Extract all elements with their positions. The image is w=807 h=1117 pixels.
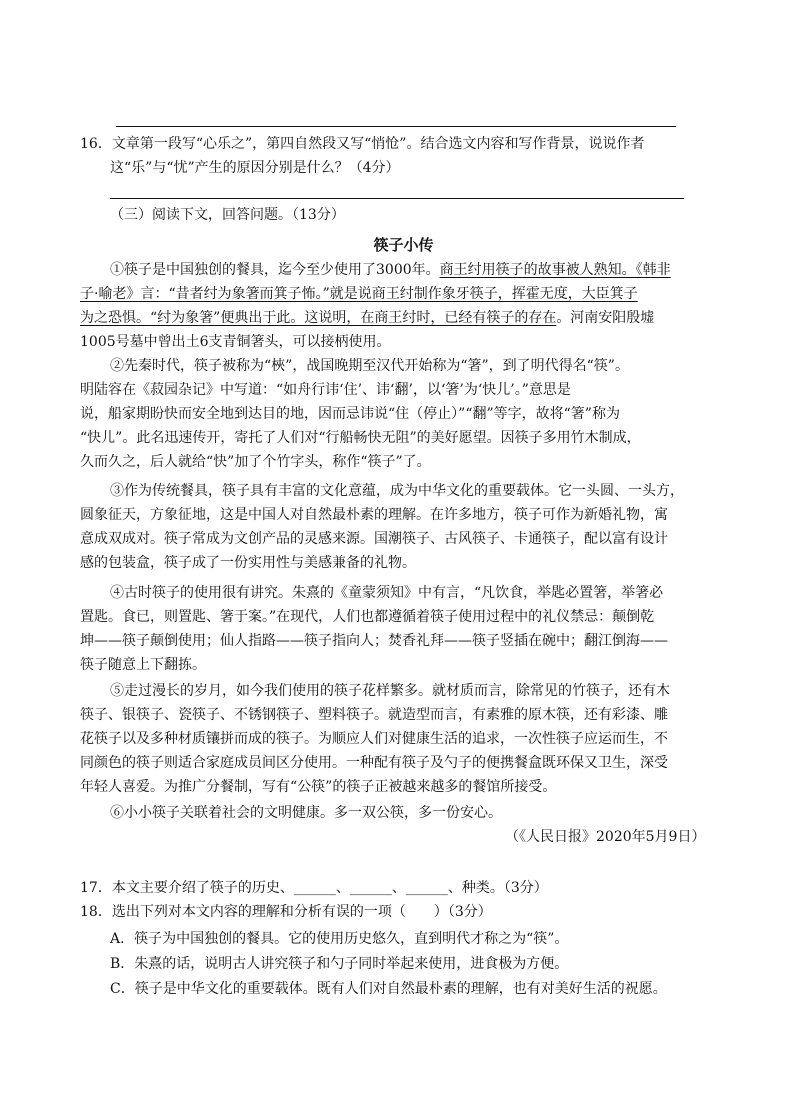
paragraph-2-line-1: ②先秦时代，筷子被称为“梜”，战国晚期至汉代开始称为“箸”，到了明代得名“筷”。 <box>110 358 629 374</box>
article-title: 筷子小传 <box>373 236 434 254</box>
underlined-sentence: 为之恐惧。“纣为象箸”便典出于此。这说明，在商王纣时，已经有筷子的存在 <box>80 310 557 326</box>
question-18-option-a: A．筷子为中国独创的餐具。它的使用历史悠久，直到明代才称之为“筷”。 <box>110 931 569 947</box>
answer-line-top <box>116 126 676 127</box>
paragraph-3-line-2: 圆象征天，方象征地，这是中国人对自然最朴素的理解。在许多地方，筷子可作为新婚礼物，寓 <box>80 507 668 523</box>
paragraph-5-line-5: 年轻人喜爱。为推广分餐制，写有“公筷”的筷子正被越来越多的餐馆所接受。 <box>80 779 557 795</box>
question-16-line-1: 16．文章第一段写“心乐之”，第四自然段又写“悄怆”。结合选文内容和写作背景，说说作者 <box>80 136 645 152</box>
paragraph-2-line-3: 说，船家期盼快而安全地到达目的地，因而忌讳说“住（停止）”“翻”等字，故将“箸”称为 <box>80 406 620 422</box>
paragraph-4-line-4: 筷子随意上下翻拣。 <box>80 657 206 673</box>
paragraph-2-line-5: 久而久之，后人就给“快”加了个竹字头，称作“筷子”了。 <box>80 454 431 470</box>
paragraph-3-line-4: 感的包装盒，筷子成了一份实用性与美感兼备的礼物。 <box>80 555 416 571</box>
paragraph-1-text: 。河南安阳殷墟 <box>556 310 655 326</box>
paragraph-2-line-4: “快儿”。此名迅速传开，寄托了人们对“行船畅快无阻”的美好愿望。因筷子多用竹木制成， <box>80 430 641 446</box>
paragraph-2-line-2: 明陆容在《菽园杂记》中写道：“如舟行讳‘住’、讳‘翻’，以‘箸’为‘快儿’。”意思是 <box>80 382 571 398</box>
paragraph-3-line-1: ③作为传统餐具，筷子具有丰富的文化意蕴，成为中华文化的重要载体。它一头圆、一头方， <box>110 483 684 499</box>
paragraph-1-line-3 <box>80 307 654 329</box>
question-18-stem: 18．选出下列对本文内容的理解和分析有误的一项（ ）（3分） <box>80 904 492 920</box>
paragraph-1-line-1 <box>110 259 671 281</box>
article-source: （《人民日报》2020年5月9日） <box>505 829 706 845</box>
question-18-option-b: B．朱熹的话，说明古人讲究筷子和勺子同时举起来使用，进食极为方便。 <box>110 956 569 972</box>
paragraph-4-line-3: 坤——筷子颠倒使用；仙人指路——筷子指向人；焚香礼拜——筷子竖插在碗中；翻江倒海—— <box>80 633 668 649</box>
paragraph-5-line-2: 筷子、银筷子、瓷筷子、不锈钢筷子、塑料筷子。就造型而言，有素雅的原木筷，还有彩漆、雕 <box>80 707 668 723</box>
paragraph-1-line-2: 子·喻老》言：“昔者纣为象箸而箕子怖。”就是说商王纣制作象牙筷子，挥霍无度，大臣箕子 <box>80 286 638 302</box>
paragraph-4-line-1: ④古时筷子的使用很有讲究。朱熹的《童蒙须知》中有言，“凡饮食，举匙必置箸，举箸必 <box>110 585 664 601</box>
question-16-line-2: 这“乐”与“忧”产生的原因分别是什么？（4分） <box>110 160 400 176</box>
paragraph-5-line-1: ⑤走过漫长的岁月，如今我们使用的筷子花样繁多。就材质而言，除常见的竹筷子，还有木 <box>110 683 670 699</box>
question-18-option-c: C．筷子是中华文化的重要载体。既有人们对自然最朴素的理解，也有对美好生活的祝愿。 <box>110 981 667 997</box>
section-3-heading: （三）阅读下文，回答问题。（13分） <box>110 207 345 223</box>
question-17: 17．本文主要介绍了筷子的历史、______、______、______、种类。（3分） <box>80 880 548 896</box>
paragraph-3-line-3: 意成双成对。筷子常成为文创产品的灵感来源。国潮筷子、古风筷子、卡通筷子，配以富有设计 <box>80 531 668 547</box>
paragraph-1-line-4: 1005号墓中曾出土6支青铜箸头，可以接柄使用。 <box>80 334 391 350</box>
answer-line-q16 <box>110 198 684 199</box>
underlined-sentence: 商王纣用筷子的故事被人熟知。《韩非 <box>439 262 671 278</box>
paragraph-1-text: ①筷子是中国独创的餐具，迄今至少使用了3000年。 <box>110 262 440 278</box>
paragraph-6-line-1: ⑥小小筷子关联着社会的文明健康。多一双公筷，多一份安心。 <box>110 805 502 821</box>
paragraph-5-line-4: 同颜色的筷子则适合家庭成员间区分使用。一种配有筷子及勺子的便携餐盒既环保又卫生，深受 <box>80 755 668 771</box>
paragraph-4-line-2: 置匙。食已，则置匙、箸于案。”在现代，人们也都遵循着筷子使用过程中的礼仪禁忌：颠倒乾 <box>80 609 655 625</box>
paragraph-5-line-3: 花筷子以及多种材质镶拼而成的筷子。为顺应人们对健康生活的追求，一次性筷子应运而生，不 <box>80 731 668 747</box>
